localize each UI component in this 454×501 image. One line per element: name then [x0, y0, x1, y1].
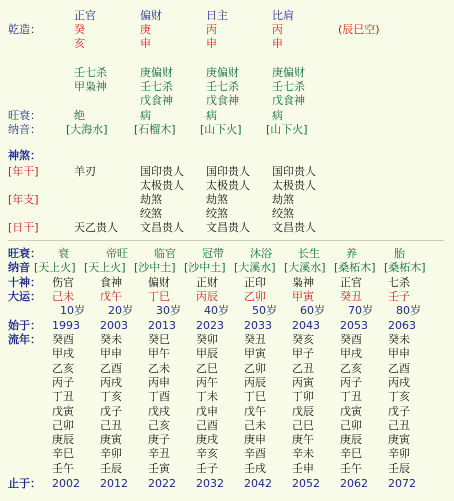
- liunian-cell: 丁卯: [292, 390, 314, 404]
- shensha-c2-3: 劫煞: [140, 193, 162, 206]
- liunian-cell: 丁亥: [388, 390, 410, 404]
- rigan-label: [日干]: [8, 221, 39, 234]
- start-year-4: 2023: [196, 319, 224, 332]
- tiangan-2: 庚: [140, 23, 151, 36]
- liunian-cell: 庚子: [148, 433, 170, 447]
- canggan-2-3: 壬七杀: [206, 80, 239, 93]
- liunian-cell: 癸酉: [52, 333, 74, 346]
- nayin-label: 纳音：: [8, 123, 41, 136]
- liunian-cell: 癸酉: [340, 333, 362, 346]
- shishen-3: 日主: [206, 9, 228, 22]
- end-year-8: 2072: [388, 477, 416, 490]
- qianzao-label: 乾造：: [8, 23, 41, 36]
- liunian-cell: 丁巳: [244, 390, 266, 404]
- liunian-cell: 庚申: [244, 433, 266, 447]
- start-year-8: 2063: [388, 319, 416, 332]
- liunian-cell: 乙丑: [292, 361, 314, 375]
- liunian-cell: 丙申: [148, 375, 170, 389]
- niangan-label: [年干]: [8, 165, 39, 178]
- liunian-cell: 乙未: [148, 361, 170, 375]
- liunian-cell: 甲午: [148, 347, 170, 361]
- liunian-cell: 戊寅: [340, 404, 362, 418]
- shishen-2: 偏财: [140, 9, 162, 22]
- liunian-cell: 壬辰: [388, 461, 410, 475]
- dayun-2: 戊午: [100, 290, 122, 303]
- liunian-cell: 壬子: [196, 461, 218, 475]
- liunian-cell: 戊戌: [148, 404, 170, 418]
- liunian-cell: 甲戌: [52, 347, 74, 361]
- end-year-6: 2052: [292, 477, 320, 490]
- shensha-c3-4: 绞煞: [206, 207, 228, 220]
- dayun-wangshuai-2: 帝旺: [106, 247, 128, 260]
- liunian-cell: 癸巳: [148, 333, 170, 346]
- dayun-age-3: 30岁: [156, 304, 181, 317]
- liunian-cell: 壬戌: [244, 461, 266, 475]
- liunian-cell: 戊寅: [52, 404, 74, 418]
- liunian-cell: 戊子: [388, 404, 410, 418]
- shensha-c4-4: 绞煞: [272, 207, 294, 220]
- liunian-cell: 庚辰: [52, 433, 74, 447]
- liunian-cell: 庚寅: [388, 433, 410, 447]
- liunian-cell: 壬寅: [148, 461, 170, 475]
- shensha-c3-3: 劫煞: [206, 193, 228, 206]
- dayun-7: 癸丑: [340, 290, 362, 303]
- shensha-c4-3: 劫煞: [272, 193, 294, 206]
- dayun-age-6: 60岁: [300, 304, 325, 317]
- dizhi-2: 申: [140, 37, 151, 50]
- liunian-cell: 丙戌: [100, 375, 122, 389]
- shensha-c3-1: 国印贵人: [206, 165, 250, 178]
- canggan-3-2: 戊食神: [140, 94, 173, 107]
- canggan-2-2: 壬七杀: [140, 80, 173, 93]
- dayun-shishen-7: 正官: [340, 276, 362, 289]
- nayin-1: [大海水]: [66, 123, 108, 136]
- dizhi-1: 亥: [74, 37, 85, 50]
- liunian-cell: 辛亥: [196, 447, 218, 461]
- liunian-cell: 庚午: [292, 433, 314, 447]
- start-year-label: 始于：: [8, 319, 41, 332]
- liunian-cell: 癸未: [100, 333, 122, 346]
- dayun-label: 大运：: [8, 290, 41, 303]
- end-year-7: 2062: [340, 477, 368, 490]
- shensha-c4-2: 太极贵人: [272, 179, 316, 192]
- liunian-cell: 丙子: [340, 375, 362, 389]
- dayun-6: 甲寅: [292, 290, 314, 303]
- dayun-nayin-7: [桑柘木]: [334, 261, 376, 274]
- shishen-1: 正官: [74, 9, 96, 22]
- liunian-cell: 乙卯: [244, 361, 266, 375]
- liunian-cell: 己未: [244, 418, 266, 432]
- canggan-2-1: 甲枭神: [74, 80, 107, 93]
- dayun-nayin-8: [桑柘木]: [384, 261, 426, 274]
- tiangan-1: 癸: [74, 23, 85, 36]
- shensha-c3-2: 太极贵人: [206, 179, 250, 192]
- liunian-cell: 己卯: [340, 418, 362, 432]
- dayun-age-4: 40岁: [204, 304, 229, 317]
- liunian-cell: 壬辰: [100, 461, 122, 475]
- liunian-cell: 辛丑: [148, 447, 170, 461]
- dayun-nayin-4: [沙中土]: [184, 261, 226, 274]
- end-year-3: 2022: [148, 477, 176, 490]
- liunian-cell: 丙戌: [388, 375, 410, 389]
- liunian-cell: 甲子: [292, 347, 314, 361]
- wangshuai-2: 病: [140, 109, 151, 122]
- liunian-cell: 辛卯: [388, 447, 410, 461]
- liunian-cell: 己卯: [52, 418, 74, 432]
- dayun-age-7: 70岁: [348, 304, 373, 317]
- liunian-cell: 己亥: [148, 418, 170, 432]
- dayun-wangshuai-label: 旺衰：: [8, 247, 41, 260]
- shensha-label: 神煞：: [8, 149, 41, 162]
- dayun-nayin-3: [沙中土]: [134, 261, 176, 274]
- dayun-shishen-label: 十神：: [8, 276, 41, 289]
- rigan-2: 文昌贵人: [140, 221, 184, 234]
- liunian-cell: 丙寅: [292, 375, 314, 389]
- dayun-shishen-4: 正财: [196, 276, 218, 289]
- canggan-1-2: 庚偏财: [140, 66, 173, 79]
- start-year-6: 2043: [292, 319, 320, 332]
- dayun-nayin-1: [天上火]: [34, 261, 76, 274]
- liunian-cell: 辛未: [292, 447, 314, 461]
- dayun-wangshuai-8: 胎: [394, 247, 405, 260]
- liunian-cell: 甲申: [388, 347, 410, 361]
- shensha-c4-1: 国印贵人: [272, 165, 316, 178]
- liunian-cell: 壬午: [340, 461, 362, 475]
- nayin-3: [山下火]: [200, 123, 242, 136]
- dayun-shishen-6: 枭神: [292, 276, 314, 289]
- dayun-nayin-2: [天上火]: [84, 261, 126, 274]
- liunian-cell: 丁丑: [340, 390, 362, 404]
- liunian-cell: 癸未: [388, 333, 410, 346]
- shensha-yangren: 羊刃: [74, 165, 96, 178]
- tiangan-4: 丙: [272, 23, 283, 36]
- end-year-4: 2032: [196, 477, 224, 490]
- liunian-cell: 己丑: [100, 418, 122, 432]
- dayun-wangshuai-4: 冠带: [202, 247, 224, 260]
- liunian-cell: 庚戌: [196, 433, 218, 447]
- liunian-cell: 癸卯: [196, 333, 218, 346]
- liunian-label: 流年：: [8, 333, 41, 346]
- shensha-c2-2: 太极贵人: [140, 179, 184, 192]
- tiangan-3: 丙: [206, 23, 217, 36]
- shensha-c2-4: 绞煞: [140, 207, 162, 220]
- liunian-cell: 甲寅: [244, 347, 266, 361]
- dayun-shishen-2: 食神: [100, 276, 122, 289]
- wangshuai-4: 病: [272, 109, 283, 122]
- end-year-1: 2002: [52, 477, 80, 490]
- dayun-wangshuai-5: 沐浴: [250, 247, 272, 260]
- canggan-1-3: 庚偏财: [206, 66, 239, 79]
- liunian-cell: 戊子: [100, 404, 122, 418]
- dayun-age-5: 50岁: [252, 304, 277, 317]
- rigan-1: 天乙贵人: [74, 221, 118, 234]
- shensha-c2-1: 国印贵人: [140, 165, 184, 178]
- nayin-2: [石榴木]: [134, 123, 176, 136]
- dayun-nayin-6: [大溪水]: [284, 261, 326, 274]
- canggan-1-4: 庚偏财: [272, 66, 305, 79]
- dizhi-4: 申: [272, 37, 283, 50]
- liunian-cell: 乙巳: [196, 361, 218, 375]
- liunian-cell: 癸亥: [292, 333, 314, 346]
- canggan-3-4: 戊食神: [272, 94, 305, 107]
- dayun-4: 丙辰: [196, 290, 218, 303]
- dayun-shishen-8: 七杀: [388, 276, 410, 289]
- liunian-cell: 甲辰: [196, 347, 218, 361]
- shishen-4: 比肩: [272, 9, 294, 22]
- end-year-2: 2012: [100, 477, 128, 490]
- canggan-1-1: 壬七杀: [74, 66, 107, 79]
- liunian-cell: 乙酉: [388, 361, 410, 375]
- liunian-cell: 丙子: [52, 375, 74, 389]
- section-divider: [8, 240, 444, 241]
- dayun-5: 乙卯: [244, 290, 266, 303]
- liunian-cell: 丙午: [196, 375, 218, 389]
- start-year-7: 2053: [340, 319, 368, 332]
- dayun-age-1: 10岁: [60, 304, 85, 317]
- liunian-cell: 己酉: [196, 418, 218, 432]
- liunian-cell: 庚辰: [340, 433, 362, 447]
- liunian-cell: 辛酉: [244, 447, 266, 461]
- dayun-1: 己未: [52, 290, 74, 303]
- dayun-age-2: 20岁: [108, 304, 133, 317]
- end-year-label: 止于：: [8, 477, 41, 490]
- liunian-cell: 己丑: [388, 418, 410, 432]
- liunian-cell: 己巳: [292, 418, 314, 432]
- liunian-cell: 辛巳: [340, 447, 362, 461]
- dayun-shishen-3: 偏财: [148, 276, 170, 289]
- rigan-3: 文昌贵人: [206, 221, 250, 234]
- start-year-1: 1993: [52, 319, 80, 332]
- dizhi-3: 申: [206, 37, 217, 50]
- rigan-4: 文昌贵人: [272, 221, 316, 234]
- liunian-cell: 癸丑: [244, 333, 266, 346]
- dayun-wangshuai-6: 长生: [298, 247, 320, 260]
- dayun-wangshuai-3: 临官: [154, 247, 176, 260]
- liunian-cell: 丁未: [196, 390, 218, 404]
- liunian-cell: 丁亥: [100, 390, 122, 404]
- liunian-cell: 丁酉: [148, 390, 170, 404]
- dayun-age-8: 80岁: [396, 304, 421, 317]
- dayun-nayin-5: [大溪水]: [234, 261, 276, 274]
- dayun-8: 壬子: [388, 290, 410, 303]
- wangshuai-label: 旺衰：: [8, 109, 41, 122]
- liunian-cell: 乙酉: [100, 361, 122, 375]
- wangshuai-1: 绝: [74, 109, 85, 122]
- liunian-cell: 乙亥: [340, 361, 362, 375]
- liunian-cell: 甲戌: [340, 347, 362, 361]
- liunian-cell: 戊辰: [292, 404, 314, 418]
- start-year-3: 2013: [148, 319, 176, 332]
- liunian-cell: 丙辰: [244, 375, 266, 389]
- nianzhi-label: [年支]: [8, 193, 39, 206]
- start-year-5: 2033: [244, 319, 272, 332]
- liunian-cell: 戊申: [196, 404, 218, 418]
- dayun-wangshuai-1: 衰: [58, 247, 69, 260]
- start-year-2: 2003: [100, 319, 128, 332]
- liunian-cell: 辛卯: [100, 447, 122, 461]
- dayun-nayin-label: 纳音: [8, 261, 30, 274]
- liunian-cell: 辛巳: [52, 447, 74, 461]
- liunian-cell: 丁丑: [52, 390, 74, 404]
- canggan-3-3: 戊食神: [206, 94, 239, 107]
- liunian-cell: 壬申: [292, 461, 314, 475]
- dayun-shishen-1: 伤官: [52, 276, 74, 289]
- liunian-cell: 乙亥: [52, 361, 74, 375]
- liunian-cell: 戊午: [244, 404, 266, 418]
- nayin-4: [山下火]: [266, 123, 308, 136]
- end-year-5: 2042: [244, 477, 272, 490]
- canggan-2-4: 壬七杀: [272, 80, 305, 93]
- dayun-shishen-5: 正印: [244, 276, 266, 289]
- wangshuai-3: 病: [206, 109, 217, 122]
- liunian-cell: 甲申: [100, 347, 122, 361]
- dayun-wangshuai-7: 养: [346, 247, 357, 260]
- dayun-3: 丁巳: [148, 290, 170, 303]
- kong-wang: (辰巳空): [338, 23, 380, 36]
- liunian-cell: 庚寅: [100, 433, 122, 447]
- liunian-cell: 壬午: [52, 461, 74, 475]
